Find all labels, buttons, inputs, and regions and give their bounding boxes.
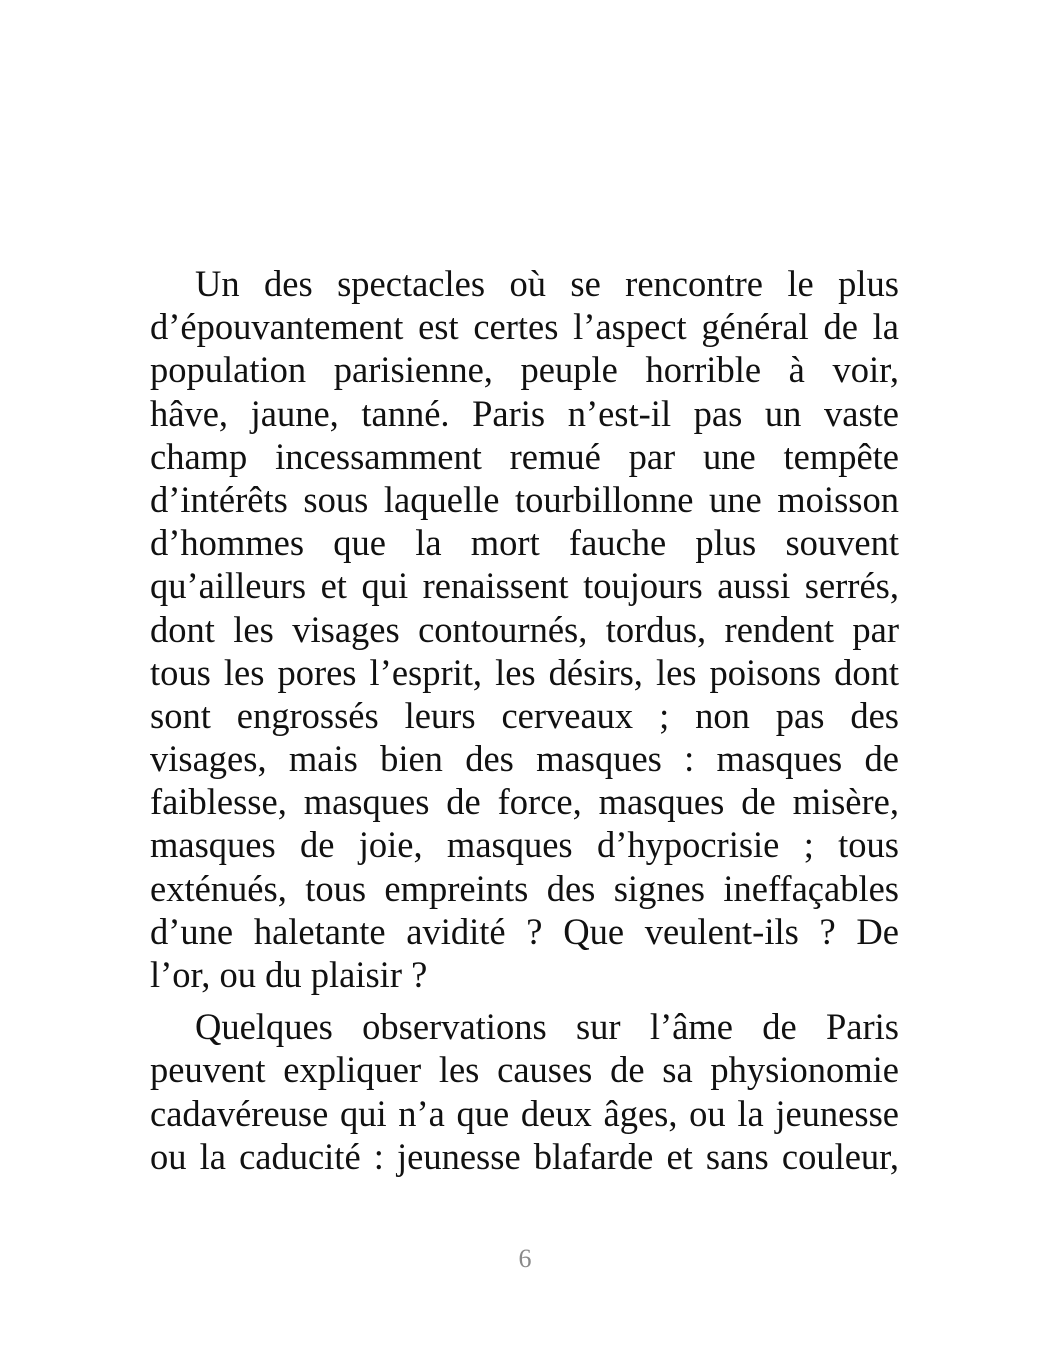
text-line: dont les visages contournés, tordus, rendent par bbox=[150, 608, 899, 650]
page-body bbox=[150, 262, 899, 1178]
paragraph-2 bbox=[150, 1005, 899, 1178]
text-line: masques de joie, masques d’hypocrisie ; tous bbox=[150, 824, 899, 866]
text-line: l’or, ou du plaisir ? bbox=[150, 954, 428, 995]
text-line: d’hommes que la mort fauche plus souvent bbox=[150, 522, 899, 564]
text-line: hâve, jaune, tanné. Paris n’est-il pas un vaste bbox=[150, 392, 899, 434]
page-number: 6 bbox=[518, 1244, 532, 1273]
text-line: cadavéreuse qui n’a que deux âges, ou la jeunesse bbox=[150, 1092, 899, 1134]
text-line: peuvent expliquer les causes de sa physionomie bbox=[150, 1049, 899, 1091]
paragraph-1 bbox=[150, 262, 899, 996]
text-line: visages, mais bien des masques : masques de bbox=[150, 738, 899, 780]
text-line: exténués, tous empreints des signes ineffaçables bbox=[150, 867, 899, 909]
text-line: Quelques observations sur l’âme de Paris bbox=[195, 1006, 899, 1048]
text-line: ou la caducité : jeunesse blafarde et sans couleur, bbox=[150, 1135, 899, 1177]
text-line: champ incessamment remué par une tempête bbox=[150, 435, 899, 477]
text-line: Un des spectacles où se rencontre le plus bbox=[195, 263, 899, 304]
text-line: qu’ailleurs et qui renaissent toujours aussi serrés, bbox=[150, 565, 899, 607]
text-line: sont engrossés leurs cerveaux ; non pas des bbox=[150, 694, 899, 736]
text-line: d’intérêts sous laquelle tourbillonne une moisson bbox=[150, 478, 899, 520]
text-line: population parisienne, peuple horrible à voir, bbox=[150, 349, 899, 391]
text-line: tous les pores l’esprit, les désirs, les poisons dont bbox=[150, 651, 899, 693]
text-line: d’épouvantement est certes l’aspect général de la bbox=[150, 306, 899, 348]
text-line: d’une haletante avidité ? Que veulent-ils ? De bbox=[150, 910, 899, 952]
text-line: faiblesse, masques de force, masques de misère, bbox=[150, 781, 899, 823]
